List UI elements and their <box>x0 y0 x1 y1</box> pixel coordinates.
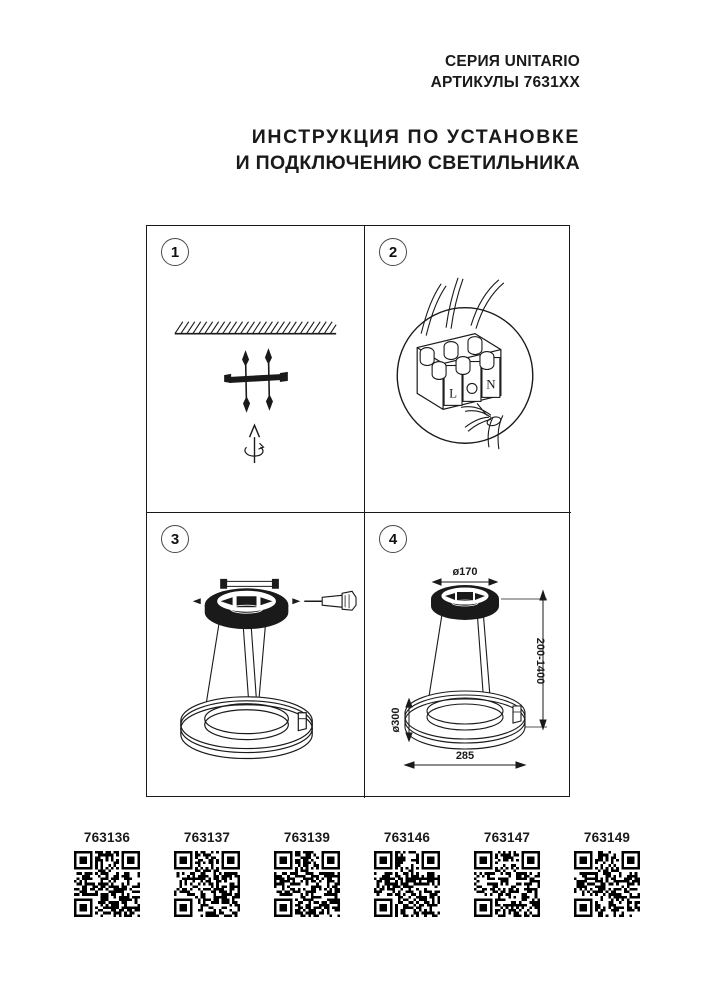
screwdriver-icon <box>304 591 356 610</box>
dimension-canopy-diameter: ø170 <box>452 566 478 578</box>
article-code-item <box>62 830 152 917</box>
series-label: СЕРИЯ UNITARIO <box>444 53 580 70</box>
article-label: АРТИКУЛЫ 7631XX <box>430 73 580 91</box>
article-code-strip <box>62 830 652 917</box>
article-code-label: 763136 <box>83 830 131 845</box>
article-code-item <box>562 830 652 917</box>
title-line-1: ИНСТРУКЦИЯ ПО УСТАНОВКЕ <box>251 126 580 148</box>
step-badge-3: 3 <box>161 525 189 553</box>
step-panel-1 <box>147 226 365 513</box>
title-line-2: И ПОДКЛЮЧЕНИЮ СВЕТИЛЬНИКА <box>235 152 580 174</box>
article-code-label: 763139 <box>283 830 331 845</box>
ring-luminaire <box>405 691 525 749</box>
qr-code-image <box>74 851 140 917</box>
article-code-label: 763137 <box>183 830 231 845</box>
article-code-item <box>362 830 452 917</box>
ceiling-canopy <box>205 588 289 629</box>
dimension-suspension-height: 200-1400 <box>534 637 546 685</box>
step-3-illustration <box>147 513 364 798</box>
qr-code-image <box>174 851 240 917</box>
step-panel-2 <box>365 226 571 513</box>
qr-code-image <box>574 851 640 917</box>
step-1-illustration <box>147 226 364 512</box>
article-code-item <box>462 830 552 917</box>
article-code-label: 763149 <box>583 830 631 845</box>
qr-code-image <box>374 851 440 917</box>
step-grid <box>146 225 570 797</box>
step-badge-4: 4 <box>379 525 407 553</box>
step-4-illustration <box>365 513 571 798</box>
qr-code-image <box>474 851 540 917</box>
ceiling-canopy <box>431 585 499 620</box>
ring-luminaire <box>181 697 312 759</box>
article-code-label: 763147 <box>483 830 531 845</box>
step-panel-4 <box>365 513 571 798</box>
dimension-ring-height: ø300 <box>390 707 402 733</box>
step-badge-2: 2 <box>379 238 407 266</box>
dimension-ring-width: 285 <box>455 750 475 762</box>
terminal-label-line: L <box>449 385 458 401</box>
step-badge-1: 1 <box>161 238 189 266</box>
page-title <box>0 126 580 175</box>
step-panel-3 <box>147 513 365 798</box>
article-code-item <box>262 830 352 917</box>
header <box>0 52 580 94</box>
terminal-label-neutral: N <box>486 376 496 392</box>
article-code-label: 763146 <box>383 830 431 845</box>
step-2-illustration <box>365 226 571 512</box>
qr-code-image <box>274 851 340 917</box>
article-code-item <box>162 830 252 917</box>
